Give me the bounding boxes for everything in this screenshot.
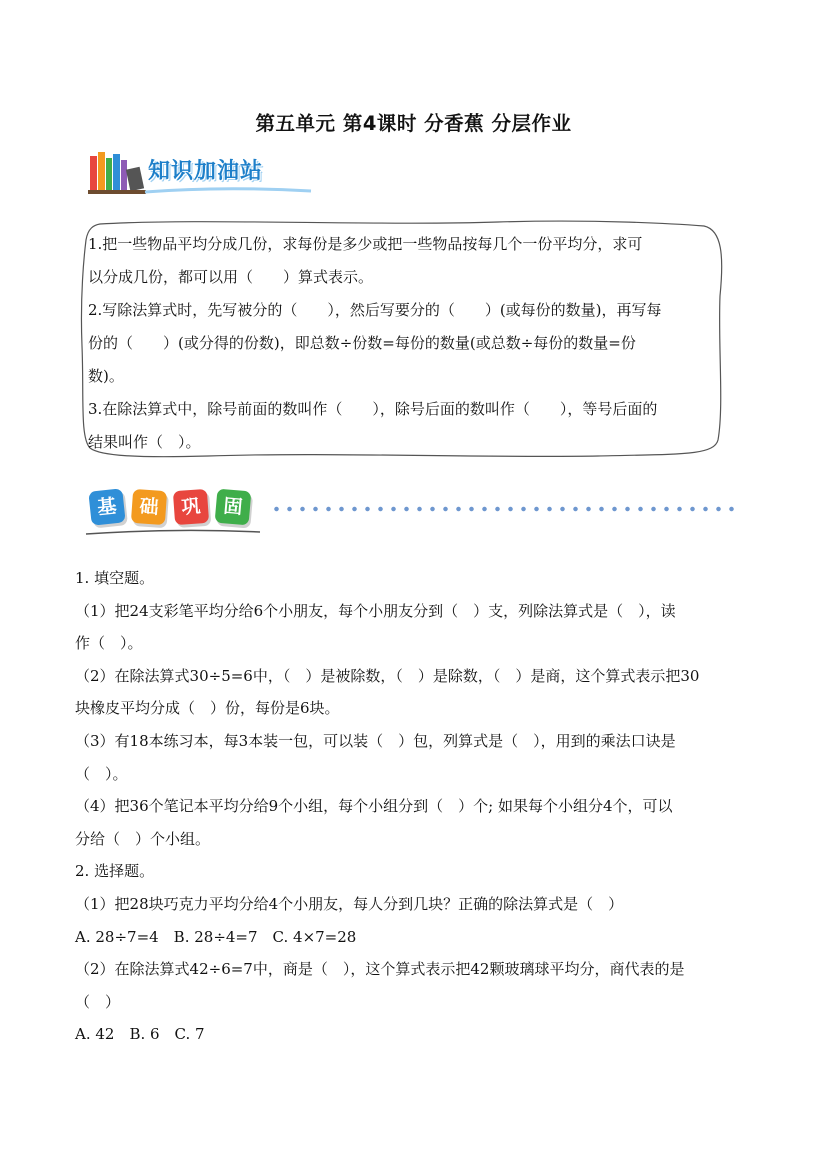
banner-tile: 巩	[173, 489, 209, 525]
books-icon	[88, 148, 148, 196]
section-heading: 1. 填空题。	[75, 569, 155, 587]
banner-underline	[84, 526, 264, 538]
knowledge-banner-title: 知识加油站	[148, 159, 264, 184]
question-line: 块橡皮平均分成（ ）份，每份是6块。	[75, 699, 340, 718]
banner-tile: 基	[88, 488, 125, 525]
question-line: （2）在除法算式30÷5=6中，（ ）是被除数，（ ）是除数，（ ）是商，这个算式表示把30	[75, 666, 700, 685]
dotted-divider	[270, 506, 740, 512]
knowledge-banner	[88, 148, 313, 196]
question-line: 分给（ ）个小组。	[75, 829, 211, 848]
knowledge-line: 以分成几份，都可以用（ ）算式表示。	[88, 268, 374, 286]
knowledge-line: 结果叫作（ ）。	[88, 433, 201, 451]
practice-banner	[84, 482, 744, 538]
choice-options: A. 42 B. 6 C. 7	[75, 1025, 205, 1044]
question-line: （4）把36个笔记本平均分给9个小组，每个小组分到（ ）个; 如果每个小组分4个，可以	[75, 797, 673, 816]
section-heading: 2. 选择题。	[75, 862, 155, 881]
page-title: 第五单元 第4课时 分香蕉 分层作业	[255, 112, 572, 135]
exercise-content	[75, 562, 755, 1051]
question-line: （1）把24支彩笔平均分给6个小朋友，每个小朋友分到（ ）支，列除法算式是（ ），读	[75, 601, 676, 620]
choice-options: A. 28÷7=4 B. 28÷4=7 C. 4×7=28	[75, 927, 357, 946]
banner-tile: 固	[215, 489, 252, 526]
knowledge-line: 1.把一些物品平均分成几份，求每份是多少或把一些物品按每几个一份平均分，求可	[88, 235, 643, 253]
knowledge-box	[78, 216, 726, 460]
knowledge-line: 3.在除法算式中，除号前面的数叫作（ ），除号后面的数叫作（ ），等号后面的	[88, 400, 658, 418]
banner-tile: 础	[131, 489, 167, 525]
question-line: （1）把28块巧克力平均分给4个小朋友，每人分到几块？正确的除法算式是（ ）	[75, 894, 624, 913]
question-line: 作（ ）。	[75, 634, 143, 653]
knowledge-line: 数)。	[88, 367, 124, 385]
question-line: （ ）	[75, 992, 121, 1011]
banner-underline	[143, 186, 313, 196]
knowledge-line: 2.写除法算式时，先写被分的（ ），然后写要分的（ ）(或每份的数量)，再写每	[88, 301, 662, 319]
question-line: （2）在除法算式42÷6=7中，商是（ ），这个算式表示把42颗玻璃球平均分，商代表的是	[75, 960, 685, 979]
knowledge-line: 份的（ ）(或分得的份数)，即总数÷份数=每份的数量(或总数÷每份的数量=份	[88, 334, 636, 352]
question-line: （ ）。	[75, 764, 128, 783]
question-line: （3）有18本练习本，每3本装一包，可以装（ ）包，列算式是（ ），用到的乘法口诀是	[75, 731, 676, 750]
